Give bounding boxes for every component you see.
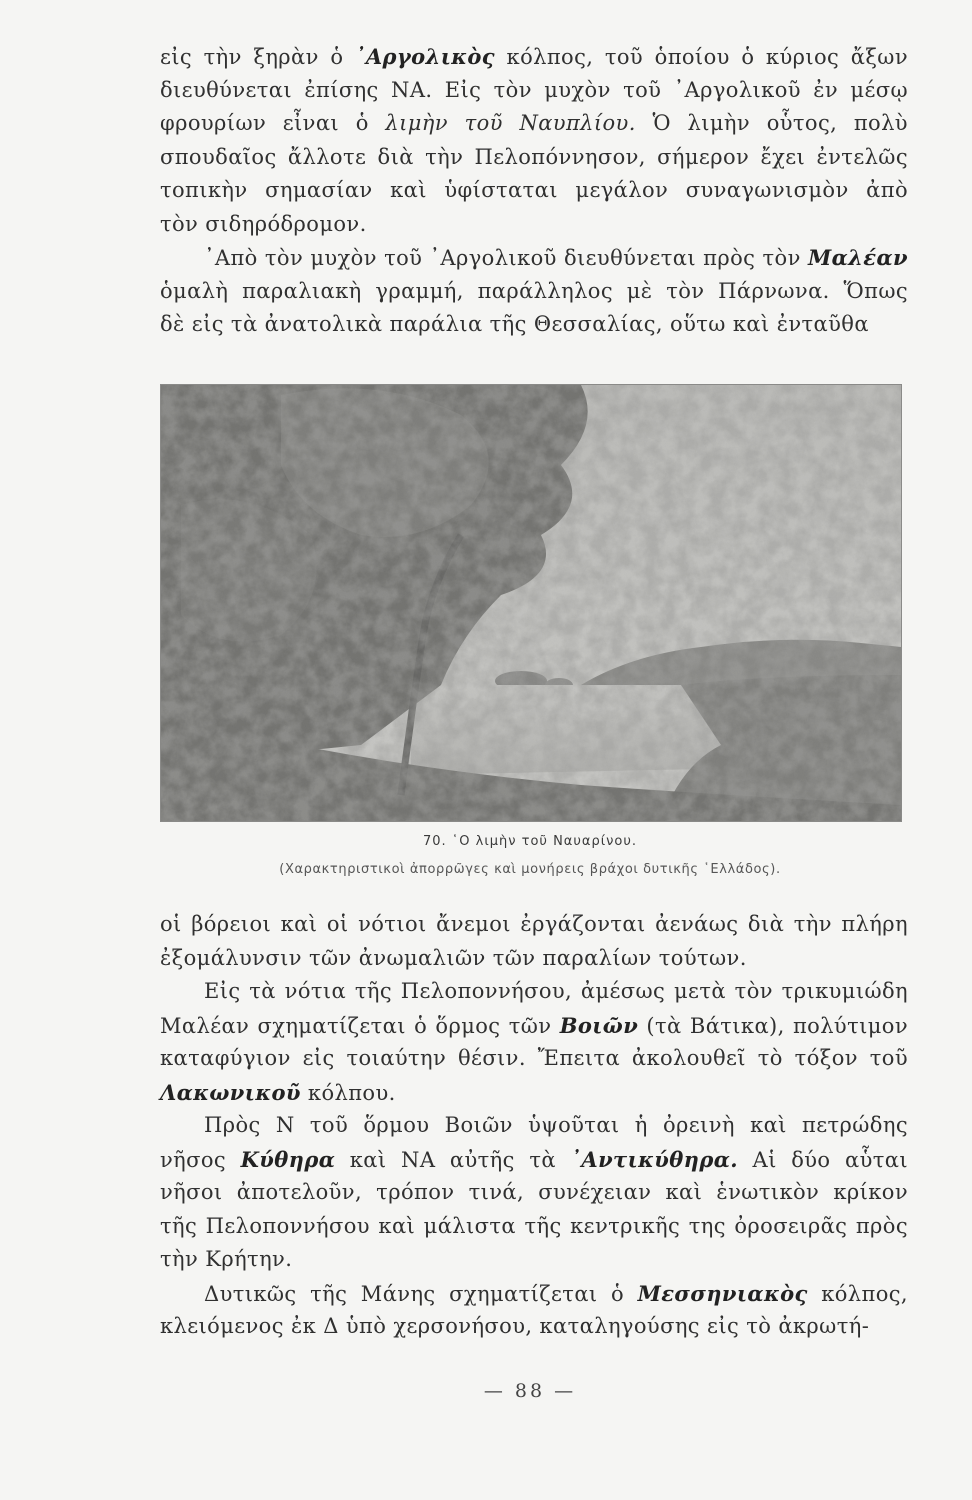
text-run: διευθύνεται ἐπίσης ΝΑ. Εἰς τὸν μυχὸν τοῦ ᾿Αργολικοῦ ἐν μέσῳ [160, 77, 908, 102]
text-line [160, 1176, 908, 1210]
text-line [160, 1042, 908, 1076]
text-run: ᾿Απὸ τὸν μυχὸν τοῦ ᾿Αργολικοῦ διευθύνεται πρὸς τὸν [204, 246, 808, 270]
text-run: (τὰ Βάτικα), πολύτιμον [638, 1013, 908, 1038]
text-line [160, 1109, 908, 1143]
text-line [160, 1310, 908, 1344]
bold-term: Κύθηρα [240, 1146, 336, 1172]
text-run: κόλπος, [807, 1281, 908, 1306]
page-number: — 88 — [483, 1380, 577, 1402]
text-run: καταφύγιον εἰς τοιαύτην θέσιν. Ἔπειτα ἀκολουθεῖ τὸ τόξον τοῦ [160, 1046, 908, 1070]
text-line [160, 908, 908, 942]
text-run: οἱ βόρειοι καὶ οἱ νότιοι ἄνεμοι ἐργάζονται ἀενάως διὰ τὴν πλήρη [160, 912, 908, 936]
text-line [160, 74, 908, 108]
text-run: τῆς Πελοποννήσου καὶ μάλιστα τῆς κεντρικῆς της ὀροσειρᾶς πρὸς [160, 1213, 908, 1238]
figure-caption-title: 70. ῾Ο λιμὴν τοῦ Ναυαρίνου. [422, 834, 637, 849]
text-run: σπουδαῖος ἄλλοτε διὰ τὴν Πελοπόννησον, σήμερον ἔχει ἐντελῶς [160, 144, 908, 169]
text-line [160, 241, 908, 275]
text-run: Εἰς τὰ νότια τῆς Πελοποννήσου, ἀμέσως μετὰ τὸν τρικυμιώδη [204, 979, 908, 1003]
text-run: κλειόμενος ἐκ Δ ὑπὸ χερσονήσου, καταληγούσης εἰς τὸ ἀκρωτή- [160, 1314, 870, 1338]
bold-term: Μαλέαν [807, 245, 908, 270]
text-line [160, 1143, 908, 1177]
text-line [160, 1009, 908, 1043]
text-line [160, 174, 908, 208]
text-line [160, 975, 908, 1009]
harbor-photograph [160, 384, 902, 822]
bold-term: Βοιῶν [559, 1012, 639, 1038]
text-line [160, 40, 908, 74]
figure-caption-subtitle: (Χαρακτηριστικοὶ ἀπορρῶγες καὶ μονήρεις βράχοι δυτικῆς ῾Ελλάδος). [279, 862, 781, 877]
text-run: κόλπος, τοῦ ὁποίου ὁ κύριος ἄξων [495, 45, 908, 69]
text-line [160, 1277, 908, 1311]
text-run: Μαλέαν σχηματίζεται ὁ ὅρμος τῶν [160, 1013, 560, 1038]
bold-term: Λακωνικοῦ [160, 1079, 301, 1105]
text-run: Πρὸς Ν τοῦ ὅρμου Βοιῶν ὑψοῦται ἡ ὀρεινὴ καὶ πετρώδης [204, 1113, 908, 1137]
text-run: ὁμαλὴ παραλιακὴ γραμμή, παράλληλος μὲ τὸν Πάρνωνα. Ὅπως [160, 278, 908, 303]
text-run: φρουρίων εἶναι ὁ [160, 111, 386, 135]
bold-term: Μεσσηνιακὸς [637, 1280, 808, 1306]
text-run: τὴν Κρήτην. [160, 1247, 293, 1271]
text-run: Ὁ λιμὴν οὗτος, πολὺ [635, 111, 908, 135]
top-text-block [160, 40, 908, 342]
text-run: τὸν σιδηρόδρομον. [160, 211, 367, 236]
text-line [160, 141, 908, 175]
text-run: Αἱ δύο αὗται [737, 1147, 908, 1172]
italic-term: λιμὴν τοῦ Ναυπλίου. [385, 111, 636, 135]
text-run: νῆσοι ἀποτελοῦν, τρόπον τινά, συνέχειαν καὶ ἑνωτικὸν κρίκον [160, 1180, 908, 1204]
text-line [160, 208, 908, 242]
text-run: ἐξομάλυνσιν τῶν ἀνωμαλιῶν τῶν παραλίων τούτων. [160, 945, 747, 970]
text-line [160, 308, 908, 342]
text-line [160, 1243, 908, 1277]
text-run: δὲ εἰς τὰ ἀνατολικὰ παράλια τῆς Θεσσαλίας, οὕτω καὶ ἐνταῦθα [160, 312, 869, 336]
harbor-photo-drawing [161, 385, 901, 821]
text-run: τοπικὴν σημασίαν καὶ ὑφίσταται μεγάλον συναγωνισμὸν ἀπὸ [160, 178, 908, 202]
bold-term: ᾿Αργολικὸς [354, 44, 495, 69]
text-run: νῆσος [160, 1147, 241, 1172]
text-run: καὶ ΝΑ αὐτῆς τὰ [335, 1147, 571, 1172]
text-line [160, 107, 908, 141]
text-line [160, 942, 908, 976]
bottom-text-block [160, 908, 908, 1344]
text-run: κόλπου. [300, 1080, 396, 1105]
text-line [160, 1076, 908, 1110]
text-run: εἰς τὴν ξηρὰν ὁ [160, 45, 355, 69]
text-line [160, 275, 908, 309]
bold-term: ᾿Αντικύθηρα. [570, 1146, 738, 1172]
text-line [160, 1210, 908, 1244]
text-run: Δυτικῶς τῆς Μάνης σχηματίζεται ὁ [204, 1281, 638, 1306]
